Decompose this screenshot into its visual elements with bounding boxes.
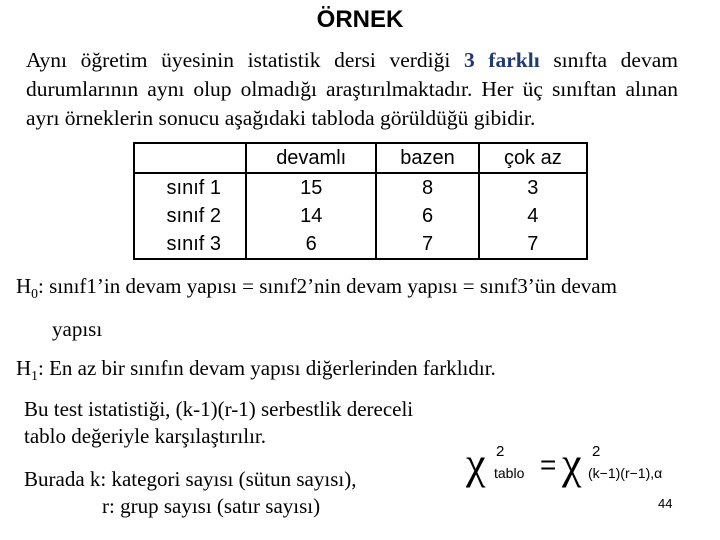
chi-subscript-right: (k−1)(r−1),α (588, 465, 663, 481)
chi-subscript-left: tablo (494, 465, 525, 481)
table-cell: 8 (376, 173, 478, 202)
h0-subscript: 0 (31, 286, 38, 302)
table-cell: 15 (246, 173, 376, 202)
page-number: 44 (658, 496, 673, 511)
row-label: sınıf 1 (134, 173, 246, 202)
table-row (134, 173, 587, 202)
intro-highlight: 3 farklı (463, 48, 540, 72)
chi-superscript-right: 2 (592, 443, 601, 460)
attendance-table (133, 142, 588, 260)
intro-paragraph (26, 46, 678, 133)
table-row (134, 230, 587, 259)
table-cell: 6 (246, 230, 376, 259)
h0-symbol: H (16, 274, 32, 298)
table-cell: 7 (479, 230, 587, 259)
chi-square-formula (466, 436, 696, 492)
page-title: ÖRNEK (316, 6, 404, 33)
table-row (134, 202, 587, 230)
h1-subscript: 1 (31, 368, 38, 384)
definition-r: r: grup sayısı (satır sayısı) (102, 494, 321, 518)
table-header-row (134, 143, 587, 173)
definition-k: Burada k: kategori sayısı (sütun sayısı), (24, 467, 357, 491)
column-header: çok az (479, 143, 587, 173)
chi-superscript-left: 2 (496, 443, 505, 460)
row-label: sınıf 3 (166, 232, 221, 255)
h1-symbol: H (16, 356, 32, 380)
intro-text-start: Aynı öğretim üyesinin istatistik dersi verdiği (26, 48, 464, 72)
table-cell: 3 (479, 173, 587, 202)
equals-sign: = (540, 449, 557, 480)
chi-symbol-left: χ (466, 439, 486, 488)
column-header: bazen (376, 143, 478, 173)
h0-text: : sınıf1’in devam yapısı = sınıf2’nin devam yapısı = sınıf3’ün devam (38, 274, 617, 298)
test-statistic-note: Bu test istatistiği, (k-1)(r-1) serbestlik dereceli tablo değeriyle karşılaştırılır. (24, 397, 414, 448)
definitions (24, 466, 444, 520)
null-hypothesis (16, 272, 706, 343)
column-header: devamlı (246, 143, 376, 173)
table-cell: 14 (246, 202, 376, 230)
h0-continuation: yapısı (52, 317, 103, 342)
alternative-hypothesis (16, 354, 706, 390)
table-corner-cell (134, 143, 246, 173)
table-cell: 4 (479, 202, 587, 230)
intro-text-end: sınıfta devam durumlarının aynı olup olmadığı araştırılmaktadır. Her üç sınıftan alınan ayrı örneklerin sonucu aşağıdaki tabloda görüldüğü gibidir. (26, 48, 678, 130)
row-label: sınıf 2 (166, 204, 221, 227)
chi-symbol-right: χ (562, 439, 582, 488)
table-cell: 7 (376, 230, 478, 259)
table-cell: 6 (376, 202, 478, 230)
h1-text: : En az bir sınıfın devam yapısı diğerlerinden farklıdır. (38, 356, 496, 380)
